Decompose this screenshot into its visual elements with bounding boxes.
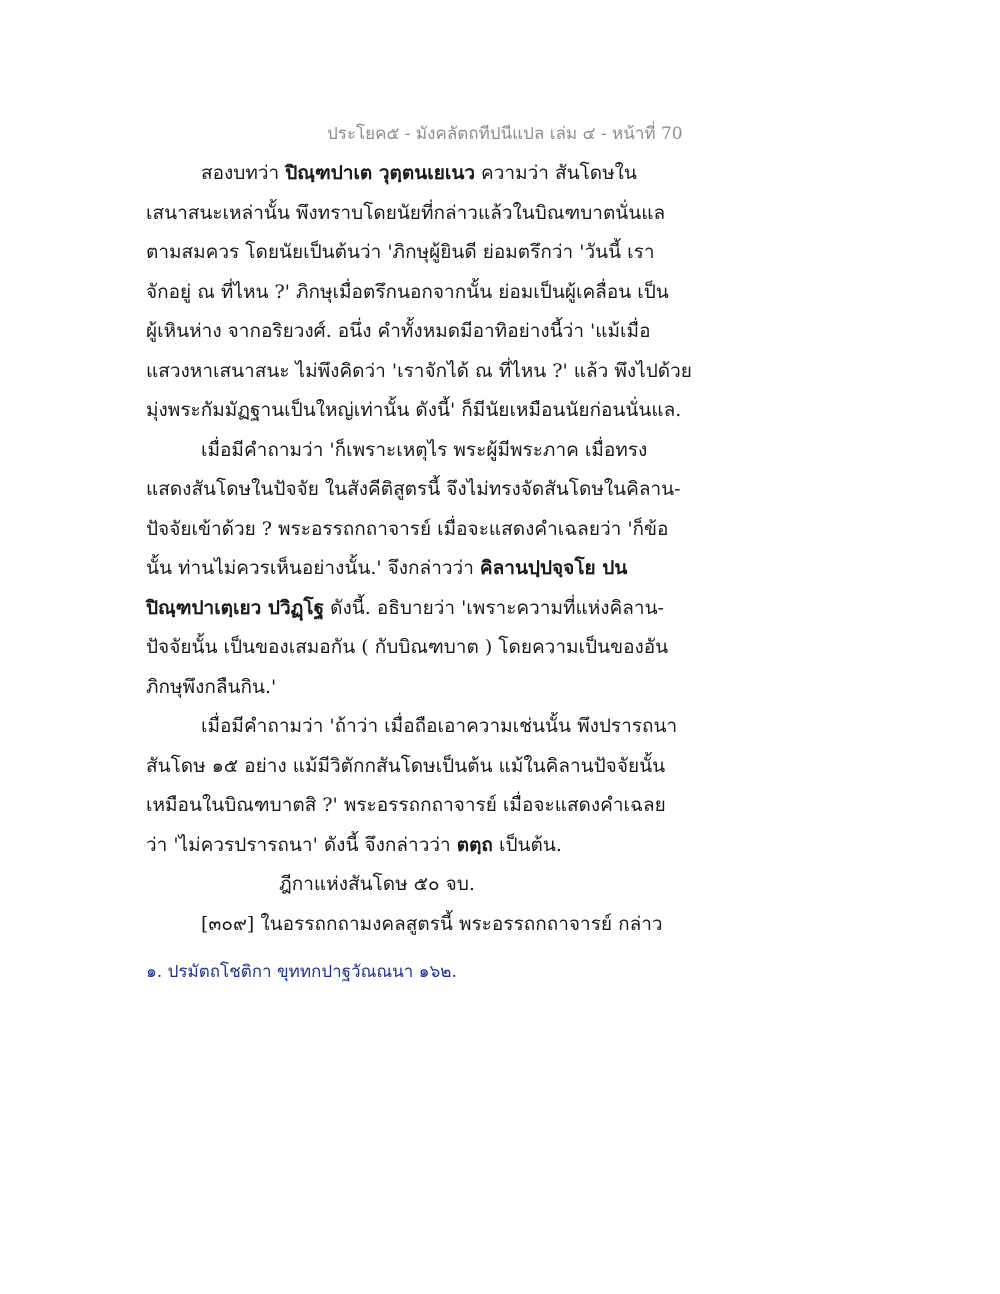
text-line: เสนาสนะเหล่านั้น พึงทราบโดยนัยที่กล่าวแล้วในบิณฑบาตนั่นแล xyxy=(146,201,666,224)
text-line: ว่า 'ไม่ควรปรารถนา' ดังนี้ จึงกล่าวว่า ตตฺถ เป็นต้น. xyxy=(146,833,562,856)
page-body xyxy=(146,154,706,944)
text-line: เหมือนในบิณฑบาตสิ ?' พระอรรถกถาจารย์ เมื่อจะแสดงคำเฉลย xyxy=(146,794,666,816)
text-line: นั้น ท่านไม่ควรเห็นอย่างนั้น.' จึงกล่าวว่า คิลานปฺปจฺจโย ปน xyxy=(146,557,628,579)
text-line: มุ่งพระกัมมัฏฐานเป็นใหญ่เท่านั้น ดังนี้' ก็มีนัยเหมือนนัยก่อนนั่นแล. xyxy=(146,399,682,421)
text-line: ผู้เหินห่าง จากอริยวงศ์. อนึ่ง คำทั้งหมดมีอาทิอย่างนี้ว่า 'แม้เมื่อ xyxy=(146,320,651,342)
text-line: ปัจจัยเข้าด้วย ? พระอรรถกถาจารย์ เมื่อจะแสดงคำเฉลยว่า 'ก็ข้อ xyxy=(146,517,669,540)
text-line: ภิกษุพึงกลืนกิน.' xyxy=(146,675,277,698)
text-line: จักอยู่ ณ ที่ไหน ?' ภิกษุเมื่อตรึกนอกจากนั้น ย่อมเป็นผู้เคลื่อน เป็น xyxy=(146,280,669,303)
text-line: แสวงหาเสนาสนะ ไม่พึงคิดว่า 'เราจักได้ ณ ที่ไหน ?' แล้ว พึงไปด้วย xyxy=(146,359,692,382)
pali-term: คิลานปฺปจฺจโย ปน xyxy=(479,557,628,579)
footnote: ๑. ปรมัตถโชติกา ขุททกปาฐวัณณนา ๑๖๒. xyxy=(146,962,457,982)
text-line: ปิณฺฑปาเตฺเยว ปวิฏฺโฐ ดังนี้. อธิบายว่า 'เพราะความที่แห่งคิลาน- xyxy=(146,596,664,619)
text-line: สองบทว่า ปิณฺฑปาเต วุตฺตนเยเนว ความว่า สันโดษใน xyxy=(201,162,637,184)
text-line: เมื่อมีคำถามว่า 'ถ้าว่า เมื่อถือเอาความเช่นนั้น พึงปรารถนา xyxy=(201,715,678,737)
text-line: แสดงสันโดษในปัจจัย ในสังคีติสูตรนี้ จึงไม่ทรงจัดสันโดษในคิลาน- xyxy=(146,478,681,500)
pali-term: ตตฺถ xyxy=(456,833,493,856)
section-end-line: ฎีกาแห่งสันโดษ ๕๐ จบ. xyxy=(279,873,475,895)
text-line: ตามสมควร โดยนัยเป็นต้นว่า 'ภิกษุผู้ยินดี ย่อมตรึกว่า 'วันนี้ เรา xyxy=(146,241,655,263)
text-line: สันโดษ ๑๕ อย่าง แม้มีวิตักกสันโดษเป็นต้น แม้ในคิลานปัจจัยนั้น xyxy=(146,754,666,777)
text-line: [๓๐๙] ในอรรถกถามงคลสูตรนี้ พระอรรถกถาจารย์ กล่าว xyxy=(201,912,663,935)
page-header: ประโยค๕ - มังคลัตถทีปนีแปล เล่ม ๔ - หน้าที่ 70 xyxy=(327,124,683,144)
pali-term: ปิณฺฑปาเตฺเยว ปวิฏฺโฐ xyxy=(146,596,325,619)
text-line: ปัจจัยนั้น เป็นของเสมอกัน ( กับบิณฑบาต ) โดยความเป็นของอัน xyxy=(146,636,669,658)
text-line: เมื่อมีคำถามว่า 'ก็เพราะเหตุไร พระผู้มีพระภาค เมื่อทรง xyxy=(201,438,648,461)
pali-term: ปิณฺฑปาเต วุตฺตนเยเนว xyxy=(285,162,475,184)
